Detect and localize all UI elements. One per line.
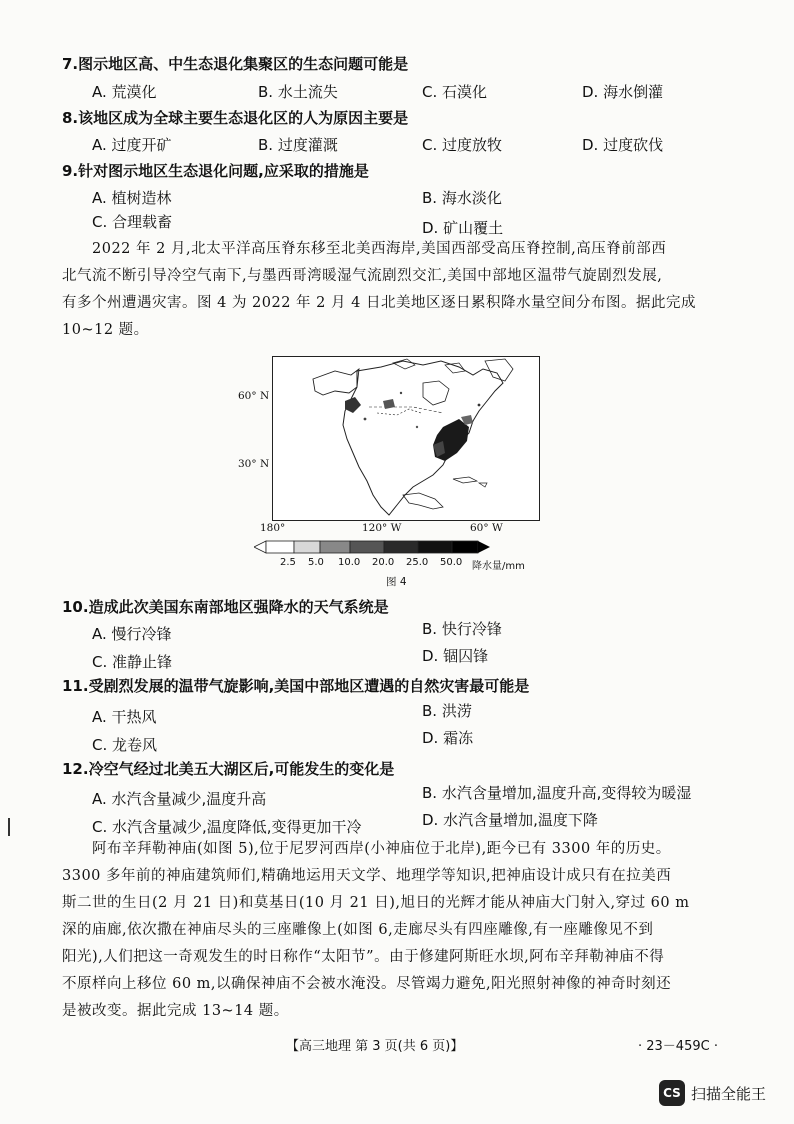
q11-stem: 11.受剧烈发展的温带气旋影响,美国中部地区遭遇的自然灾害最可能是	[62, 677, 530, 695]
q8-option-a: A. 过度开矿	[92, 136, 172, 154]
q11-option-c: C. 龙卷风	[92, 736, 158, 754]
q9-option-a: A. 植树造林	[92, 189, 172, 207]
q10-option-a: A. 慢行冷锋	[92, 625, 172, 643]
scale-value-4: 20.0	[372, 557, 395, 568]
north-america-map	[273, 357, 539, 520]
scale-value-1: 2.5	[280, 557, 296, 568]
page-footer: 【高三地理 第 3 页(共 6 页)】	[286, 1039, 464, 1054]
q9-option-d: D. 矿山覆土	[422, 219, 504, 237]
q8-stem: 8.该地区成为全球主要生态退化区的人为原因主要是	[62, 109, 409, 127]
precip-patch-west	[345, 397, 361, 413]
q10-option-d: D. 锢囚锋	[422, 647, 489, 665]
q12-option-c: C. 水汽含量减少,温度降低,变得更加干冷	[92, 818, 362, 836]
margin-mark	[8, 818, 10, 836]
q8-option-c: C. 过度放牧	[422, 136, 503, 154]
q10-option-b: B. 快行冷锋	[422, 620, 502, 638]
passage2-line-1: 阿布辛拜勒神庙(如图 5),位于尼罗河西岸(小神庙位于北岸),距今已有 3300 年的历史。	[92, 841, 671, 857]
paper-code: · 23－459C ·	[638, 1039, 718, 1054]
scale-value-2: 5.0	[308, 557, 324, 568]
scale-unit: 降水量/mm	[472, 561, 525, 572]
passage2-line-7: 是被改变。据此完成 13~14 题。	[62, 1003, 289, 1019]
passage1-line-4: 10~12 题。	[62, 322, 149, 338]
q12-option-a: A. 水汽含量减少,温度升高	[92, 790, 267, 808]
camscanner-icon: CS	[659, 1080, 685, 1106]
passage1-line-3: 有多个州遭遇灾害。图 4 为 2022 年 2 月 4 日北美地区逐日累积降水量空间分布图。据此完成	[62, 295, 696, 311]
q12-stem: 12.冷空气经过北美五大湖区后,可能发生的变化是	[62, 760, 395, 778]
lat-label-60n: 60° N	[238, 390, 270, 402]
q7-option-b: B. 水土流失	[258, 83, 338, 101]
precip-patch-central	[383, 399, 395, 409]
q8-option-b: B. 过度灌溉	[258, 136, 338, 154]
scale-value-5: 25.0	[406, 557, 429, 568]
passage2-line-4: 深的庙廊,依次撒在神庙尽头的三座雕像上(如图 6,走廊尽头有四座雕像,有一座雕像见不到	[62, 922, 654, 938]
greenland	[485, 359, 513, 381]
q8-option-d: D. 过度砍伐	[582, 136, 664, 154]
q11-option-a: A. 干热风	[92, 708, 157, 726]
camscanner-badge	[659, 1080, 766, 1106]
passage2-line-3: 斯二世的生日(2 月 21 日)和莫基日(10 月 21 日),旭日的光辉才能从神庙大门射入,穿过 60 m	[62, 895, 690, 911]
q12-option-b: B. 水汽含量增加,温度升高,变得较为暖湿	[422, 784, 692, 802]
alaska-outline	[313, 369, 359, 395]
figure-4	[236, 354, 566, 590]
q11-option-b: B. 洪涝	[422, 702, 472, 720]
q12-option-d: D. 水汽含量增加,温度下降	[422, 811, 598, 829]
q9-option-b: B. 海水淡化	[422, 189, 502, 207]
q9-option-c: C. 合理载畜	[92, 213, 173, 231]
q7-option-d: D. 海水倒灌	[582, 83, 664, 101]
q11-option-d: D. 霜冻	[422, 729, 474, 747]
passage2-line-5: 阳光),人们把这一奇观发生的时日称作“太阳节”。由于修建阿斯旺水坝,阿布辛拜勒神庙不得	[62, 949, 665, 965]
scale-value-3: 10.0	[338, 557, 361, 568]
passage2-line-6: 不原样向上移位 60 m,以确保神庙不会被水淹没。尽管竭力避免,阳光照射神像的神奇时刻还	[62, 976, 672, 992]
lon-label-180: 180°	[260, 522, 286, 534]
passage2-line-2: 3300 多年前的神庙建筑师们,精确地运用天文学、地理学等知识,把神庙设计成只有在拉美西	[62, 868, 672, 884]
lon-label-120w: 120° W	[362, 522, 402, 534]
scale-value-6: 50.0	[440, 557, 463, 568]
precip-colorbar	[254, 540, 490, 554]
precipitation-map	[272, 356, 540, 521]
camscanner-label: 扫描全能王	[691, 1084, 767, 1103]
q7-option-a: A. 荒漠化	[92, 83, 157, 101]
lat-label-30n: 30° N	[238, 458, 270, 470]
q7-option-c: C. 石漠化	[422, 83, 488, 101]
q10-stem: 10.造成此次美国东南部地区强降水的天气系统是	[62, 598, 389, 616]
figure-caption: 图 4	[386, 576, 407, 588]
q9-stem: 9.针对图示地区生态退化问题,应采取的措施是	[62, 162, 369, 180]
passage1-line-2: 北气流不断引导冷空气南下,与墨西哥湾暖湿气流剧烈交汇,美国中部地区温带气旋剧烈发展,	[62, 268, 663, 284]
q7-stem: 7.图示地区高、中生态退化集聚区的生态问题可能是	[62, 55, 409, 73]
passage1-line-1: 2022 年 2 月,北太平洋高压脊东移至北美西海岸,美国西部受高压脊控制,高压脊前部西	[92, 241, 667, 257]
q10-option-c: C. 准静止锋	[92, 653, 173, 671]
lon-label-60w: 60° W	[470, 522, 503, 534]
hudson-bay	[423, 381, 449, 405]
